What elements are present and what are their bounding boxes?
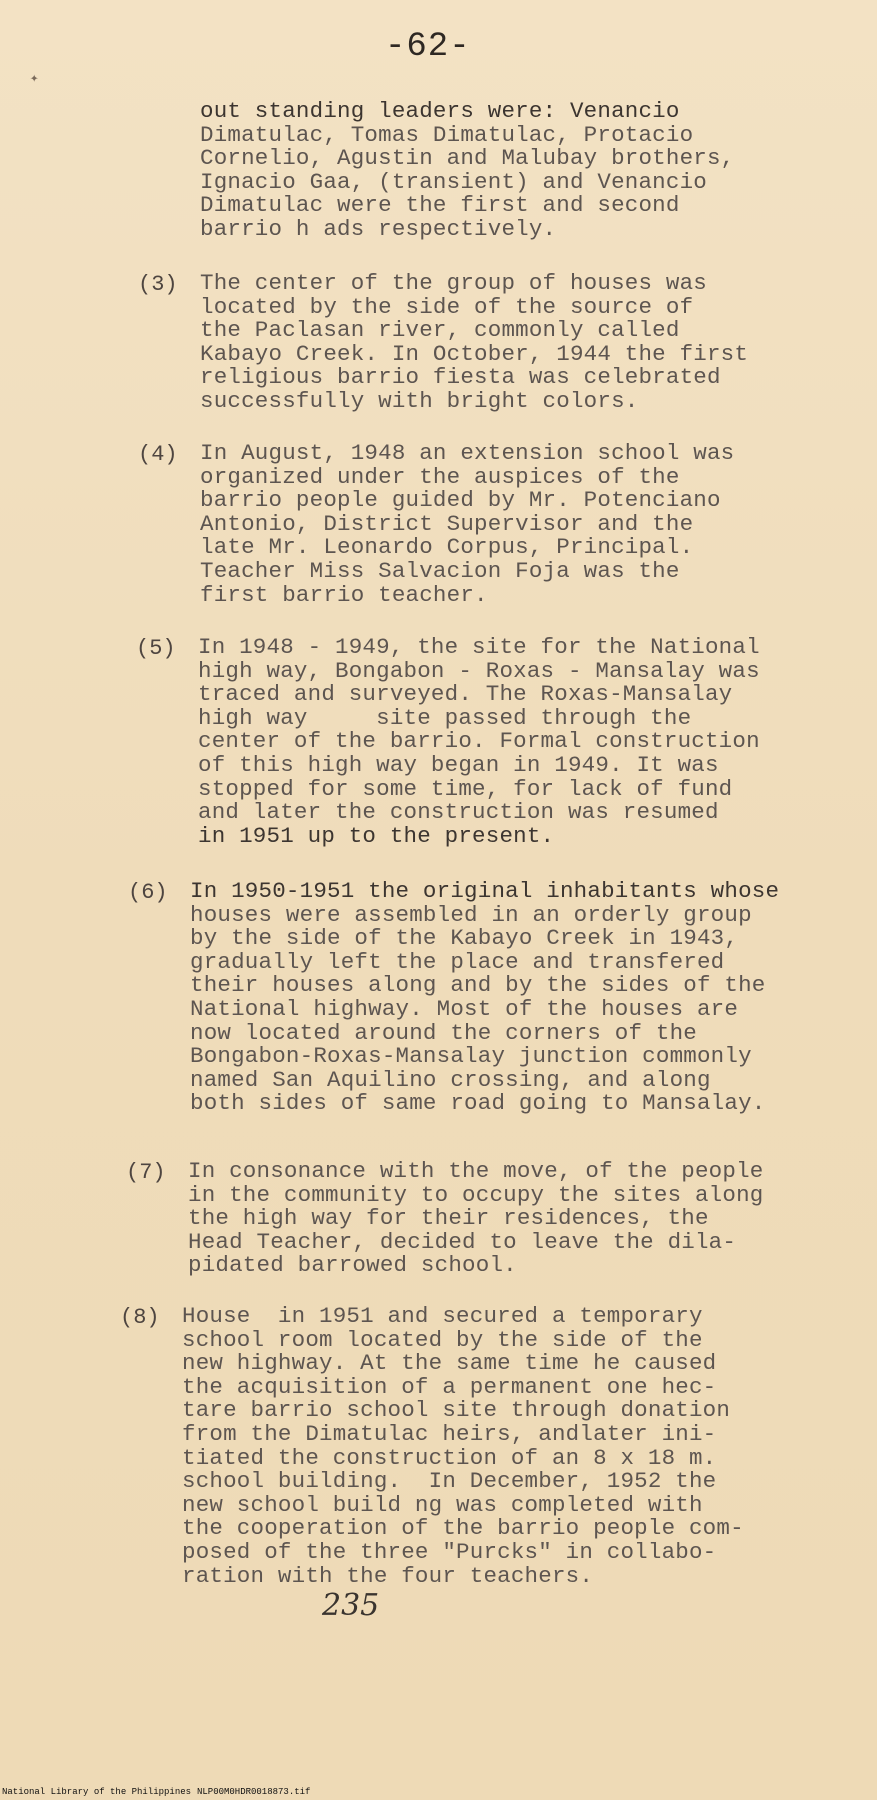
paragraph-6 — [128, 878, 780, 1117]
text-line: stopped for some time, for lack of fund — [198, 775, 733, 802]
text-line: In 1950-1951 the original inhabitants whose — [190, 878, 780, 904]
paragraph-3 — [138, 270, 749, 414]
text-line: the acquisition of a permanent one hec- — [182, 1373, 717, 1400]
text-line: named San Aquilino crossing, and along — [190, 1066, 711, 1093]
text-line: In consonance with the move, of the people — [188, 1158, 764, 1184]
text-line: ration with the four teachers. — [182, 1562, 594, 1589]
text-line: from the Dimatulac heirs, andlater ini- — [182, 1420, 717, 1447]
text-line: traced and surveyed. The Roxas-Mansalay — [198, 681, 733, 708]
text-line: high way site passed through the — [198, 704, 692, 731]
text-line: school building. In December, 1952 the — [182, 1468, 717, 1495]
text-line: successfully with bright colors. — [200, 387, 639, 414]
text-line: Head Teacher, decided to leave the dila- — [188, 1228, 737, 1255]
text-line: the high way for their residences, the — [188, 1205, 709, 1232]
text-line: tare barrio school site through donation — [182, 1397, 731, 1424]
handwritten-page-note: 235 — [322, 1588, 380, 1623]
paragraph-number: (5) — [136, 636, 176, 661]
text-line: Dimatulac were the first and second — [200, 192, 680, 219]
paragraph-2-continued — [200, 100, 734, 242]
text-line: barrio people guided by Mr. Potenciano — [200, 487, 721, 514]
text-line: The center of the group of houses was — [200, 270, 707, 296]
text-line: religious barrio fiesta was celebrated — [200, 364, 721, 391]
text-line: tiated the construction of an 8 x 18 m. — [182, 1444, 717, 1471]
text-line: organized under the auspices of the — [200, 463, 680, 490]
paragraph-number: (7) — [126, 1160, 166, 1185]
text-line: In 1948 - 1949, the site for the National — [198, 634, 760, 660]
footer-file-name: NLP00M0HDR0018873.tif — [197, 1787, 311, 1797]
text-line: in 1951 up to the present. — [198, 822, 555, 849]
text-line: National highway. Most of the houses are — [190, 995, 739, 1022]
page-number: -62- — [385, 28, 471, 66]
text-line: Antonio, District Supervisor and the — [200, 510, 694, 537]
paragraph-number: (8) — [120, 1305, 160, 1330]
paragraph-number: (3) — [138, 272, 178, 297]
text-line: Dimatulac, Tomas Dimatulac, Protacio — [200, 121, 694, 148]
text-line: of this high way began in 1949. It was — [198, 751, 719, 778]
text-line: first barrio teacher. — [200, 581, 488, 608]
text-line: center of the barrio. Formal construction — [198, 728, 760, 755]
text-line: school room located by the side of the — [182, 1326, 703, 1353]
paragraph-number: (6) — [128, 880, 168, 905]
text-line: new school build ng was completed with — [182, 1491, 703, 1518]
text-line: House in 1951 and secured a temporary — [182, 1303, 703, 1329]
text-line: Kabayo Creek. In October, 1944 the first — [200, 340, 749, 367]
text-line: houses were assembled in an orderly group — [190, 901, 752, 928]
text-line: high way, Bongabon - Roxas - Mansalay was — [198, 657, 760, 684]
text-line: out standing leaders were: Venancio — [200, 98, 680, 124]
text-line: the cooperation of the barrio people com- — [182, 1515, 744, 1542]
text-line: posed of the three "Purcks" in collabo- — [182, 1538, 717, 1565]
paragraph-4 — [138, 440, 735, 608]
text-line: late Mr. Leonardo Corpus, Principal. — [200, 534, 694, 561]
text-line: gradually left the place and transfered — [190, 948, 725, 975]
text-line: and later the construction was resumed — [198, 799, 719, 826]
text-line: Ignacio Gaa, (transient) and Venancio — [200, 168, 707, 195]
text-line: located by the side of the source of — [200, 293, 694, 320]
text-line: the Paclasan river, commonly called — [200, 317, 680, 344]
text-line: in the community to occupy the sites along — [188, 1181, 764, 1208]
paragraph-7 — [126, 1158, 764, 1279]
text-line: now located around the corners of the — [190, 1019, 697, 1046]
text-line: their houses along and by the sides of the — [190, 972, 766, 999]
text-line: In August, 1948 an extension school was — [200, 440, 735, 466]
text-line: both sides of same road going to Mansalay. — [190, 1090, 766, 1117]
paragraph-number: (4) — [138, 442, 178, 467]
footer-library-name: National Library of the Philippines — [2, 1787, 192, 1797]
text-line: pidated barrowed school. — [188, 1252, 517, 1279]
ink-speck-mark: ✦ — [30, 71, 39, 87]
text-line: barrio h ads respectively. — [200, 215, 557, 242]
text-line: Cornelio, Agustin and Malubay brothers, — [200, 145, 735, 172]
text-line: new highway. At the same time he caused — [182, 1350, 717, 1377]
text-line: Bongabon-Roxas-Mansalay junction commonly — [190, 1043, 752, 1070]
paragraph-8 — [120, 1303, 744, 1589]
paragraph-5 — [136, 634, 760, 849]
text-line: by the side of the Kabayo Creek in 1943, — [190, 925, 739, 952]
text-line: Teacher Miss Salvacion Foja was the — [200, 557, 680, 584]
